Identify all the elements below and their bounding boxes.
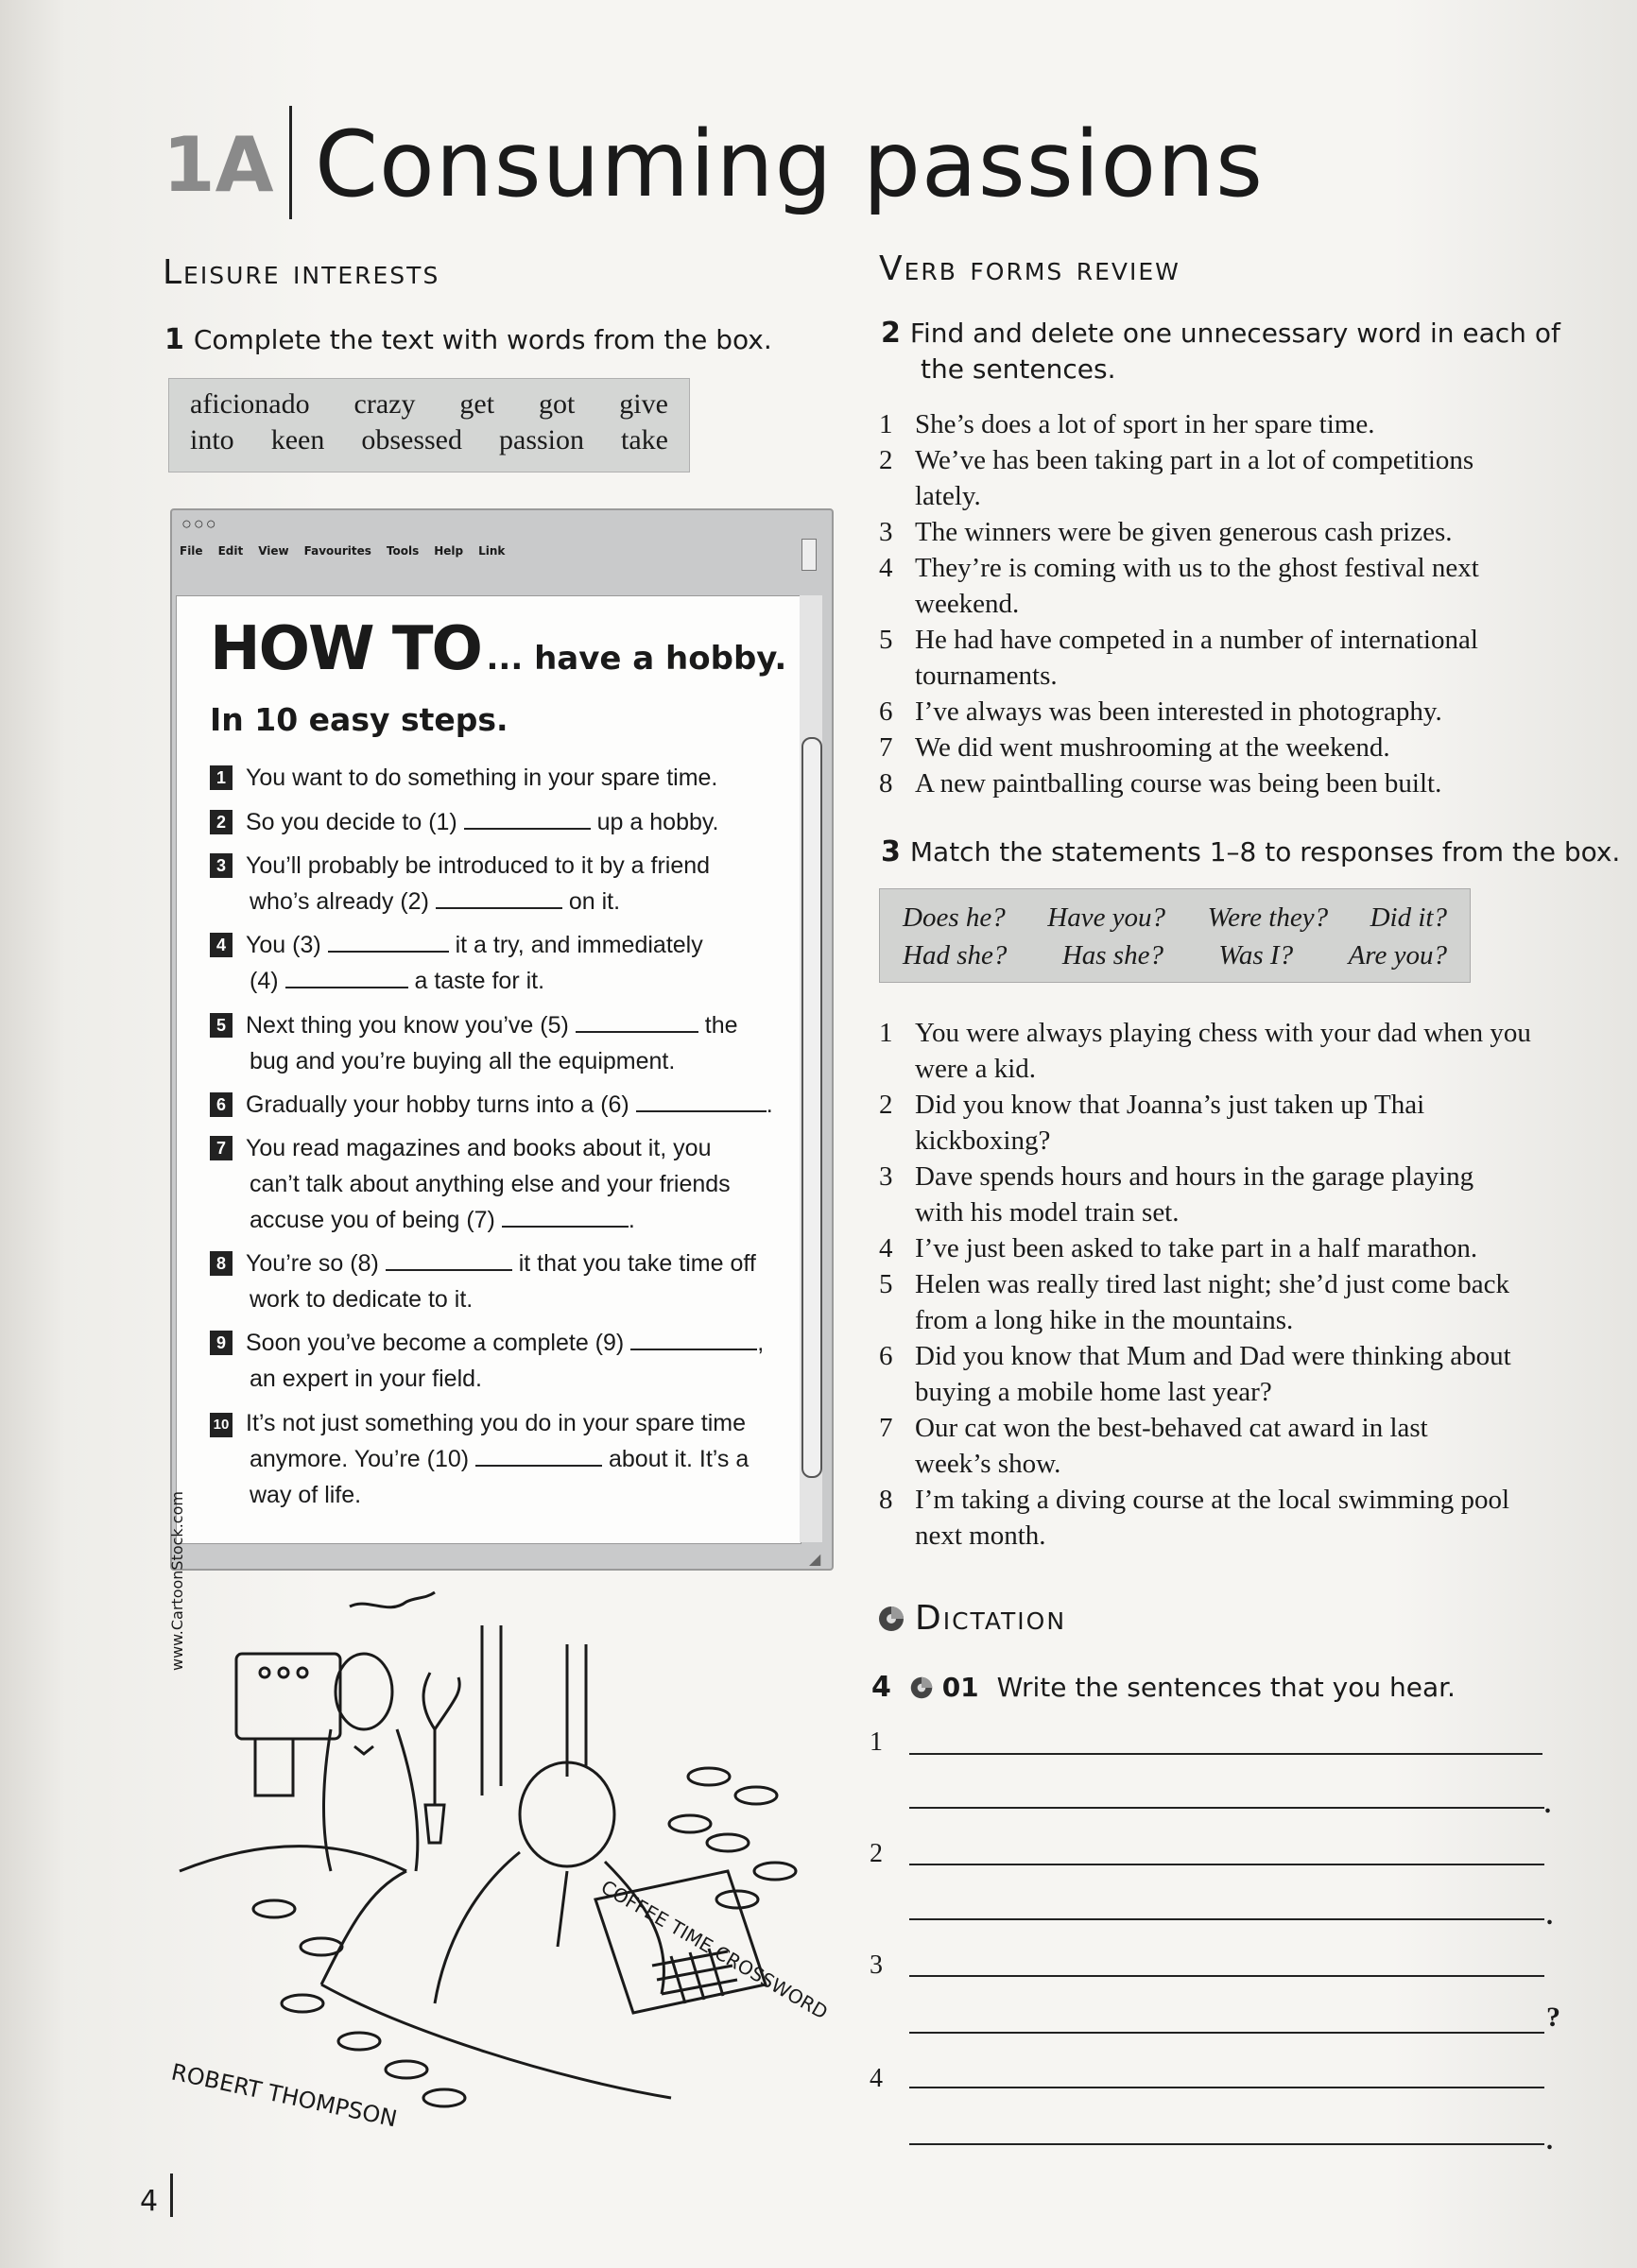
sentence-text: We did went mushrooming at the weekend. xyxy=(915,732,1390,763)
dictation-answer-line[interactable] xyxy=(909,2087,1544,2088)
dictation-number: 3 xyxy=(870,1950,883,1980)
word-item: passion xyxy=(499,424,585,455)
exercise-1-number: 1 xyxy=(164,323,184,356)
page-title: Consuming passions xyxy=(315,112,1265,217)
statement-number: 5 xyxy=(879,1269,893,1299)
step-7 xyxy=(210,1130,777,1238)
step-text: You want to do something in your spare time. xyxy=(246,765,718,791)
audio-track-number: 01 xyxy=(941,1672,979,1703)
statement-4 xyxy=(879,1230,1578,1266)
statement-5 xyxy=(879,1266,1578,1338)
menu-favourites[interactable]: Favourites xyxy=(303,544,371,558)
sentence-4 xyxy=(879,550,1578,622)
step-text: So you decide to (1) xyxy=(246,809,457,835)
step-number: 7 xyxy=(210,1136,233,1160)
dictation-end-mark: . xyxy=(1546,2126,1553,2156)
sentence-1 xyxy=(879,406,1578,442)
step-text: (4) xyxy=(250,968,279,994)
statement-text: Did you know that Joanna’s just taken up Thai xyxy=(915,1090,1425,1120)
response-item: Were they? xyxy=(1207,902,1329,933)
statement-number: 6 xyxy=(879,1341,893,1371)
step-2 xyxy=(210,804,777,840)
step-number: 10 xyxy=(210,1413,233,1437)
step-text: the xyxy=(704,1012,738,1039)
step-text: it a try, and immediately xyxy=(455,932,703,958)
response-item: Has she? xyxy=(1061,940,1163,971)
exercise-3-number: 3 xyxy=(881,835,901,868)
response-item: Had she? xyxy=(903,940,1008,971)
sentence-7 xyxy=(879,730,1578,765)
statement-text: week’s show. xyxy=(915,1449,1061,1479)
response-box xyxy=(879,888,1471,983)
dictation-number: 4 xyxy=(870,2064,883,2093)
statement-text: I’ve just been asked to take part in a half marathon. xyxy=(915,1233,1478,1263)
statement-number: 8 xyxy=(879,1485,893,1515)
step-text: on it. xyxy=(568,888,621,915)
dictation-answer-line[interactable] xyxy=(909,1864,1544,1865)
word-item: crazy xyxy=(353,388,416,420)
exercise-2-instruction xyxy=(881,316,1560,387)
statement-number: 2 xyxy=(879,1090,893,1120)
step-4 xyxy=(210,927,777,999)
menu-file[interactable]: File xyxy=(180,544,203,558)
word-item: got xyxy=(539,388,576,420)
sentence-text: I’ve always was been interested in photography. xyxy=(915,696,1442,727)
dictation-end-mark: . xyxy=(1544,1790,1551,1819)
statement-number: 4 xyxy=(879,1233,893,1263)
statement-text: buying a mobile home last year? xyxy=(915,1377,1272,1407)
statement-text: I’m taking a diving course at the local swimming pool xyxy=(915,1485,1510,1515)
sentence-text: weekend. xyxy=(915,589,1020,619)
sentence-8 xyxy=(879,765,1578,801)
step-text: work to dedicate to it. xyxy=(250,1286,474,1313)
step-text: It’s not just something you do in your spare time xyxy=(246,1410,746,1436)
word-item: keen xyxy=(270,424,325,455)
step-number: 3 xyxy=(210,853,233,878)
step-text: , xyxy=(757,1330,765,1356)
statement-7 xyxy=(879,1410,1578,1482)
scrollbar-thumb[interactable] xyxy=(801,737,822,1478)
statement-3 xyxy=(879,1159,1578,1230)
dictation-answer-line[interactable] xyxy=(909,1918,1544,1920)
gap-2[interactable] xyxy=(436,886,562,909)
page-number: 4 xyxy=(140,2185,159,2218)
statement-2 xyxy=(879,1087,1578,1159)
step-text: anymore. You’re (10) xyxy=(250,1446,470,1472)
step-text: up a hobby. xyxy=(596,809,719,835)
step-text: a taste for it. xyxy=(414,968,545,994)
exercise-1-text: Complete the text with words from the box. xyxy=(193,324,772,355)
gap-10[interactable] xyxy=(475,1444,602,1467)
sentence-text: She’s does a lot of sport in her spare time. xyxy=(915,409,1375,439)
sentence-6 xyxy=(879,694,1578,730)
dictation-number: 2 xyxy=(870,1839,883,1868)
statement-8 xyxy=(879,1482,1578,1554)
word-item: into xyxy=(190,424,234,455)
dictation-end-mark: ? xyxy=(1546,2002,1560,2033)
sentence-text: We’ve has been taking part in a lot of competitions xyxy=(915,445,1474,475)
step-number: 4 xyxy=(210,933,233,957)
step-text: You read magazines and books about it, you xyxy=(246,1135,712,1161)
step-number: 1 xyxy=(210,765,233,790)
step-number: 5 xyxy=(210,1013,233,1038)
step-text: bug and you’re buying all the equipment. xyxy=(250,1048,676,1074)
dictation-heading: Dictation xyxy=(915,1599,1067,1638)
browser-menu-bar xyxy=(180,544,505,558)
dictation-answer-line[interactable] xyxy=(909,1753,1542,1755)
word-box xyxy=(168,378,690,472)
gap-6[interactable] xyxy=(636,1090,767,1112)
resize-grip-icon[interactable]: ◢ xyxy=(809,1552,821,1568)
step-text: it that you take time off xyxy=(518,1250,756,1277)
step-5 xyxy=(210,1007,777,1079)
sentence-text: They’re is coming with us to the ghost festival next xyxy=(915,553,1479,583)
statement-text: kickboxing? xyxy=(915,1125,1051,1156)
step-text: . xyxy=(628,1207,635,1233)
menu-help[interactable]: Help xyxy=(434,544,464,558)
step-text: . xyxy=(766,1091,773,1118)
dictation-answer-line[interactable] xyxy=(909,1975,1544,1977)
howto-small: ... have a hobby. xyxy=(486,640,787,678)
sentence-text: lately. xyxy=(915,481,981,511)
response-item: Was I? xyxy=(1218,940,1294,971)
sentence-number: 7 xyxy=(879,732,893,763)
step-text: about it. It’s a xyxy=(609,1446,750,1472)
step-number: 2 xyxy=(210,810,233,834)
audio-icon xyxy=(877,1605,905,1638)
cartoon-illustration xyxy=(161,1588,841,2155)
gap-5[interactable] xyxy=(576,1010,698,1033)
dictation-answer-line[interactable] xyxy=(909,2032,1544,2034)
step-8 xyxy=(210,1246,777,1317)
dictation-answer-line[interactable] xyxy=(909,1807,1544,1809)
step-text: Next thing you know you’ve (5) xyxy=(246,1012,569,1039)
menu-link[interactable]: Link xyxy=(478,544,506,558)
response-item: Did it? xyxy=(1370,902,1447,933)
statement-text: Helen was really tired last night; she’d just come back xyxy=(915,1269,1509,1299)
exercise-3-instruction xyxy=(881,835,1620,868)
howto-big: HOW TO xyxy=(210,614,481,684)
window-controls[interactable]: ○○○ xyxy=(181,514,218,533)
unit-number: 1A xyxy=(163,121,274,209)
sentence-number: 4 xyxy=(879,553,893,583)
page-number-divider xyxy=(170,2174,173,2217)
scroll-up-arrow[interactable] xyxy=(801,539,817,571)
statement-6 xyxy=(879,1338,1578,1410)
step-text: You’ll probably be introduced to it by a friend xyxy=(246,852,711,879)
step-text: You’re so (8) xyxy=(246,1250,379,1277)
step-10 xyxy=(210,1405,777,1513)
response-row-2 xyxy=(880,936,1470,974)
statement-text: from a long hike in the mountains. xyxy=(915,1305,1294,1335)
step-number: 8 xyxy=(210,1251,233,1276)
statement-number: 7 xyxy=(879,1413,893,1443)
step-text: an expert in your field. xyxy=(250,1366,482,1392)
gap-7[interactable] xyxy=(502,1205,629,1228)
menu-tools[interactable]: Tools xyxy=(386,544,420,558)
step-3 xyxy=(210,848,777,919)
word-box-row-2 xyxy=(169,421,689,456)
gap-8[interactable] xyxy=(386,1248,512,1271)
step-text: Gradually your hobby turns into a (6) xyxy=(246,1091,629,1118)
sentence-number: 5 xyxy=(879,625,893,655)
exercise-2-number: 2 xyxy=(881,317,901,350)
audio-track-icon[interactable] xyxy=(909,1675,934,1700)
response-item: Does he? xyxy=(903,902,1006,933)
dictation-answer-line[interactable] xyxy=(909,2143,1544,2145)
verbforms-heading: Verb forms review xyxy=(879,249,1180,288)
statement-number: 3 xyxy=(879,1161,893,1192)
response-item: Have you? xyxy=(1047,902,1166,933)
statement-text: next month. xyxy=(915,1521,1046,1551)
artist-signature: ROBERT THOMPSON xyxy=(168,2058,400,2133)
word-item: obsessed xyxy=(361,424,462,455)
statement-text: Our cat won the best-behaved cat award in last xyxy=(915,1413,1428,1443)
title-divider xyxy=(289,106,292,219)
sentence-number: 2 xyxy=(879,445,893,475)
howto-title xyxy=(210,614,786,684)
step-number: 9 xyxy=(210,1331,233,1355)
sentence-text: The winners were be given generous cash prizes. xyxy=(915,517,1453,547)
word-item: aficionado xyxy=(190,388,310,420)
step-9 xyxy=(210,1325,777,1397)
howto-subtitle: In 10 easy steps. xyxy=(210,701,508,738)
sentence-5 xyxy=(879,622,1578,694)
response-row-1 xyxy=(880,899,1470,936)
sentence-text: tournaments. xyxy=(915,661,1058,691)
exercise-2-text: Find and delete one unnecessary word in each of xyxy=(909,318,1560,349)
exercise-2-text: the sentences. xyxy=(921,353,1116,385)
exercise-4-number: 4 xyxy=(871,1671,891,1704)
statement-text: with his model train set. xyxy=(915,1197,1180,1228)
step-number: 6 xyxy=(210,1092,233,1117)
word-item: take xyxy=(621,424,668,455)
statement-text: were a kid. xyxy=(915,1054,1037,1084)
step-text: Soon you’ve become a complete (9) xyxy=(246,1330,625,1356)
step-text: who’s already (2) xyxy=(250,888,429,915)
sentence-number: 6 xyxy=(879,696,893,727)
statement-1 xyxy=(879,1015,1578,1087)
sentence-text: A new paintballing course was being been built. xyxy=(915,768,1442,799)
step-text: can’t talk about anything else and your friends xyxy=(250,1171,731,1197)
word-box-row-1 xyxy=(169,379,689,421)
gap-1[interactable] xyxy=(464,807,591,830)
dictation-number: 1 xyxy=(870,1727,883,1757)
sentence-text: He had have competed in a number of international xyxy=(915,625,1478,655)
sentence-2 xyxy=(879,442,1578,514)
gap-9[interactable] xyxy=(630,1328,757,1350)
step-1 xyxy=(210,760,777,796)
newspaper-title: COFFEE TIME CROSSWORD xyxy=(596,1875,832,2024)
statement-text: Did you know that Mum and Dad were thinking about xyxy=(915,1341,1511,1371)
step-text: You (3) xyxy=(246,932,321,958)
word-item: get xyxy=(459,388,495,420)
sentence-number: 8 xyxy=(879,768,893,799)
step-text: way of life. xyxy=(250,1482,362,1508)
exercise-1-instruction xyxy=(164,323,772,356)
statement-number: 1 xyxy=(879,1018,893,1048)
statement-text: Dave spends hours and hours in the garage playing xyxy=(915,1161,1474,1192)
response-item: Are you? xyxy=(1348,940,1447,971)
dictation-end-mark: . xyxy=(1546,1901,1553,1931)
step-6 xyxy=(210,1087,777,1123)
exercise-4-text: Write the sentences that you hear. xyxy=(996,1672,1456,1703)
leisure-heading: Leisure interests xyxy=(163,253,440,292)
word-item: give xyxy=(619,388,668,420)
menu-edit[interactable]: Edit xyxy=(217,544,244,558)
exercise-4-instruction xyxy=(871,1671,1456,1704)
cartoon-credit: www.CartoonStock.com xyxy=(168,1491,186,1671)
gap-4[interactable] xyxy=(285,966,408,988)
sentence-number: 1 xyxy=(879,409,893,439)
menu-view[interactable]: View xyxy=(258,544,289,558)
gap-3[interactable] xyxy=(328,930,449,953)
sentence-3 xyxy=(879,514,1578,550)
sentence-number: 3 xyxy=(879,517,893,547)
exercise-3-text: Match the statements 1–8 to responses from the box. xyxy=(909,836,1621,868)
statement-text: You were always playing chess with your dad when you xyxy=(915,1018,1531,1048)
step-text: accuse you of being (7) xyxy=(250,1207,495,1233)
